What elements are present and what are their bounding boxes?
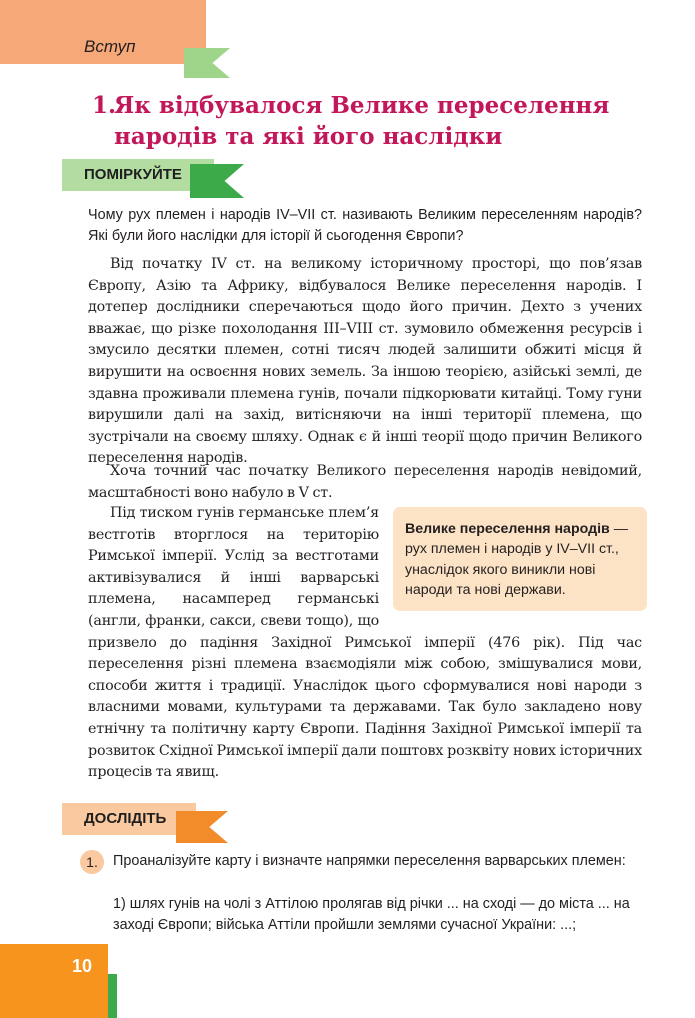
- lesson-title-line1: Як відбувалося Велике переселення: [114, 92, 610, 119]
- paragraph-3: Під тиском гунів германське плем’я вестготів вторглося на територію Римської імперії. Услід за вестготами активізувалися й інші варварські племена, насамперед германські (англи, франки, сакси, свеви тощо), що призвело до падіння Західної Римської імперії (476 рік). Під час переселення різні племена взаємодіяли між собою, змішувалися мови, способи життя і традиції. Унаслідок цього сформувалися нові народи з власними мовами, культурами та державами. Так було закладено нову етнічну та політичну карту Європи. Падіння Західної Римської імперії та розвиток Східної Римської імперії дали поштовх розквіту нових історичних процесів та явищ.: [88, 505, 642, 781]
- definition-text: — рух племен і народів у IV–VII ст., унаслідок якого виникли нові народи та нові держави.: [405, 521, 628, 598]
- task-text: Проаналізуйте карту і визначте напрямки переселення варварських племен:: [113, 853, 626, 869]
- think-flag-icon: [190, 164, 244, 198]
- header-flag-icon: [184, 48, 230, 78]
- page-number: 10: [72, 956, 93, 976]
- footer-strip: [108, 974, 117, 1018]
- paragraph-2: Хоча точний час початку Великого переселення народів невідомий, масштабності воно набуло в V ст.: [88, 463, 642, 501]
- definition-box: [393, 507, 647, 611]
- think-question: Чому рух племен і народів IV–VII ст. називають Великим переселенням народів? Які були його наслідки для історії й сьогодення Європи?: [88, 207, 642, 244]
- section-label: Вступ: [84, 37, 136, 56]
- definition-term: Велике переселення народів: [405, 521, 610, 537]
- task-item: [80, 852, 642, 871]
- task-sub-item: 1) шлях гунів на чолі з Аттілою пролягав від річки ... на сході — до міста ... на заході Європи; війська Аттіли пройшли землями сучасної України: ...;: [113, 896, 630, 933]
- lesson-number: 1.: [92, 92, 117, 119]
- paragraph-1: Від початку IV ст. на великому історичному просторі, що пов’язав Європу, Азію та Африку, відбувалося Велике переселення народів. І дотепер дослідники сперечаються щодо його причин. Дехто з учених вважає, що різке похолодання III–VIII ст. зумовило обмеження ресурсів і змусило десятки племен, сотні тисяч людей залишити обжиті місця й вирушити на освоєння нових земель. За іншою теорією, азійські землі, де здавна проживали племена гунів, почали підкорювати китайці. Тому гуни вирушили далі на захід, витісняючи на інші території племена, що зустрічали на своєму шляху. Однак є й інші теорії щодо причин Великого переселення народів.: [88, 256, 642, 467]
- think-tag: ПОМІРКУЙТЕ: [62, 159, 214, 191]
- task-number-badge: 1.: [80, 850, 104, 874]
- explore-flag-icon: [176, 811, 228, 843]
- paragraph-3-block: [88, 503, 642, 784]
- explore-tag: ДОСЛІДІТЬ: [62, 803, 196, 835]
- lesson-title: [92, 90, 652, 152]
- lesson-title-line2: народів та які його наслідки: [114, 123, 503, 150]
